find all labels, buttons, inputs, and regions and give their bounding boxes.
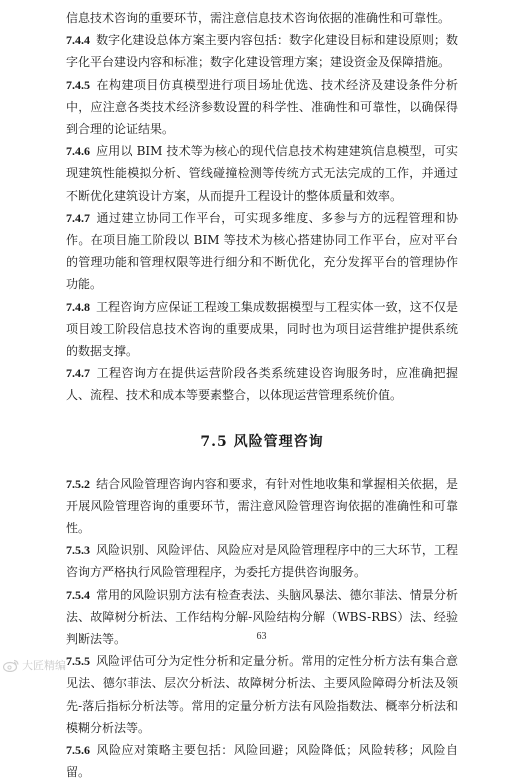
clause-number: 7.4.4: [66, 33, 90, 48]
paragraph-text: 数字化建设总体方案主要内容包括：数字化建设目标和建设原则；数字化平台建设内容和标准；数字化建设管理方案；建设资金及保障措施。: [66, 33, 458, 70]
paragraph-text: 应用以 BIM 技术等为核心的现代信息技术构建建筑信息模型，可实现建筑性能模拟分析、管线碰撞检测等传统方式无法完成的工作，并通过不断优化建筑设计方案，从而提升工程设计的整体质量和效率。: [66, 144, 458, 203]
paragraph-text: 结合风险管理咨询内容和要求，有针对性地收集和掌握相关依据，是开展风险管理咨询的重要环节，需注意风险管理咨询依据的准确性和可靠性。: [66, 476, 458, 536]
paragraph-text: 在构建项目仿真模型进行项目场址优选、技术经济及建设条件分析中，应注意各类技术经济参数设置的科学性、准确性和可靠性，以确保得到合理的论证结果。: [66, 77, 458, 137]
clause-number: 7.4.8: [66, 299, 90, 314]
clause-number: 7.4.6: [66, 144, 90, 159]
clause-number: 7.4.5: [66, 77, 90, 92]
paragraph-text: 风险应对策略主要包括：风险回避；风险降低；风险转移；风险自留。: [66, 743, 458, 780]
clause-number: 7.4.7: [66, 366, 90, 381]
watermark-text: 大匠精编: [22, 659, 66, 672]
paragraph: [66, 207, 458, 296]
paragraph: [66, 473, 458, 540]
section-heading: 7.5 风险管理咨询: [200, 433, 324, 450]
clause-number: 7.5.2: [66, 476, 90, 491]
paragraph: [66, 739, 458, 783]
paragraph-text: 工程咨询方应保证工程竣工集成数据模型与工程实体一致，这不仅是项目竣工阶段信息技术咨询的重要成果，同时也为项目运营维护提供系统的数据支撑。: [66, 299, 458, 359]
paragraph: [66, 140, 458, 207]
paragraph-text: 风险识别、风险评估、风险应对是风险管理程序中的三大环节，工程咨询方严格执行风险管理程序，为委托方提供咨询服务。: [66, 543, 458, 580]
paragraph-text: 工程咨询方在提供运营阶段各类系统建设咨询服务时，应准确把握人、流程、技术和成本等要素整合，以体现运营管理系统价值。: [66, 366, 458, 403]
paragraph: [66, 362, 458, 406]
weibo-logo-icon: [3, 659, 19, 672]
paragraph-text: 通过建立协同工作平台，可实现多维度、多参与方的远程管理和协作。在项目施工阶段以 BIM 等技术为核心搭建协同工作平台，应对平台的管理功能和管理权限等进行细分和不断优化，充分发挥平台的管理协作功能。: [66, 210, 458, 292]
paragraph-text: 风险评估可分为定性分析和定量分析。常用的定性分析方法有集合意见法、德尔菲法、层次分析法、故障树分析法、主要风险障碍分析法及领先-落后指标分析法等。常用的定量分析方法有风险指数法、概率分析法和模糊分析法等。: [66, 654, 458, 735]
watermark: [3, 657, 66, 673]
paragraph: [66, 74, 458, 141]
clause-number: 7.5.4: [66, 587, 90, 602]
paragraph: [66, 29, 458, 73]
page-number: 63: [256, 631, 267, 642]
clause-number: 7.5.5: [66, 654, 90, 669]
paragraph: [66, 7, 458, 29]
clause-number: 7.5.6: [66, 743, 90, 758]
paragraph: [66, 296, 458, 363]
paragraph-text: 常用的风险识别方法有检查表法、头脑风暴法、德尔菲法、情景分析法、故障树分析法、工作结构分解-风险结构分解（WBS-RBS）法、经验判断法等。: [66, 587, 458, 647]
document-body: [66, 7, 458, 784]
paragraph-text: 信息技术咨询的重要环节，需注意信息技术咨询依据的准确性和可靠性。: [66, 11, 451, 25]
paragraph: [66, 650, 458, 739]
clause-number: 7.4.7: [66, 210, 90, 225]
clause-number: 7.5.3: [66, 543, 90, 558]
paragraph: [66, 539, 458, 583]
